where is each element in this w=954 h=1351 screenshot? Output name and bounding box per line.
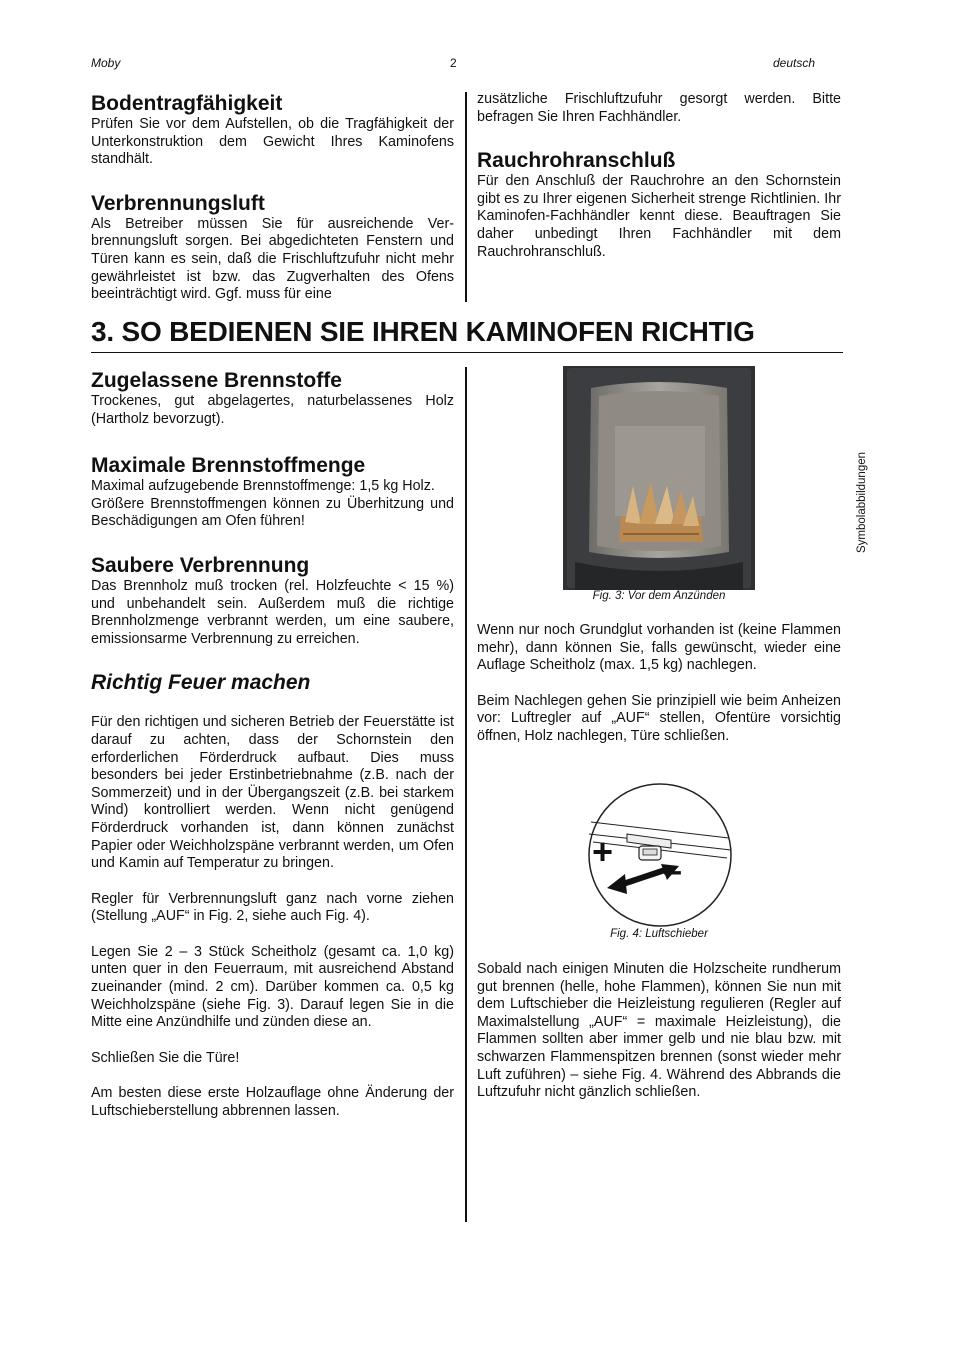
section-text: Maximal aufzugebende Brennstoffmenge: 1,5 kg Holz.	[91, 478, 435, 495]
section-title: Richtig Feuer machen	[91, 671, 311, 695]
section-title: Verbrennungsluft	[91, 191, 265, 215]
chapter-rule	[91, 352, 843, 353]
section-text: Als Betreiber müssen Sie für ausreichende Ver-brennungsluft sorgen. Bei abgedichteten Fenstern und Türen kann es sein, daß die Frischluftzufuhr nicht mehr gewährleistet ist bzw. das Zugverhalten des Ofens beeinträchtigt wird. Ggf. muss für eine	[91, 215, 454, 303]
section-text: zusätzliche Frischluftzufuhr gesorgt werden. Bitte befragen Sie Ihren Fachhändler.	[477, 91, 841, 125]
section-title: Zugelassene Brennstoffe	[91, 369, 342, 392]
paragraph: Wenn nur noch Grundglut vorhanden ist (keine Flammen mehr), dann können Sie, falls gewünscht, wieder eine Auflage Scheitholz (max. 1,5 kg) nachlegen.	[477, 622, 841, 674]
chapter-title: 3. SO BEDIENEN SIE IHREN KAMINOFEN RICHTIG	[91, 316, 755, 347]
column-divider	[465, 92, 467, 302]
paragraph: Sobald nach einigen Minuten die Holzscheite rundherum gut brennen (helle, hohe Flammen), können Sie nun mit dem Luftschieber die Heizleistung regulieren (Regler auf Maximalstellung „AUF“ = maximale Heizleistung), die Flammen sollten aber immer gelb und nie blau bzw. mit schwarzen Flammenspitzen brennen (sonst wieder mehr Luft zuführen) – siehe Fig. 4. Während des Abbrands die Luftzufuhr nicht gänzlich schließen.	[477, 961, 841, 1101]
section-title: Bodentragfähigkeit	[91, 92, 283, 115]
main-right-column	[477, 622, 841, 746]
plus-sign: +	[592, 831, 614, 872]
section-text: Größere Brennstoffmengen können zu Überhitzung und Beschädigungen am Ofen führen!	[91, 495, 454, 530]
paragraph: Beim Nachlegen gehen Sie prinzipiell wie beim Anheizen vor: Luftregler auf „AUF“ stellen, Ofentüre vorsichtig öffnen, Holz nachlegen, Türe schließen.	[477, 692, 841, 744]
column-divider	[465, 367, 467, 1222]
paragraph: Für den richtigen und sicheren Betrieb der Feuerstätte ist darauf zu achten, dass der Schornstein den erforderlichen Förderdruck aufbaut. Dies muss besonders bei jeder Erstinbetriebnahme (z.B. nach der Sommerzeit) und in der Übergangszeit (z.B. bei starkem Wind) kontrolliert werden. Wenn nicht genügend Förderdruck vorhanden ist, dann können zunächst Papier oder Weichholzspäne verbrannt werden, um Ofen und Kamin auf Temperatur zu bringen.	[91, 714, 454, 872]
section-title: Rauchrohranschluß	[477, 149, 676, 173]
side-note: Symbolabbildungen	[856, 451, 868, 553]
paragraph: Regler für Verbrennungsluft ganz nach vorne ziehen (Stellung „AUF“ in Fig. 2, siehe auch Fig. 4).	[91, 890, 454, 925]
figure-caption: Fig. 4: Luftschieber	[610, 928, 708, 940]
paragraph: Schließen Sie die Türe!	[91, 1049, 240, 1066]
figure-caption: Fig. 3: Vor dem Anzünden	[592, 590, 726, 602]
main-left-column	[91, 369, 454, 1121]
section-text: Für den Anschluß der Rauchrohre an den Schornstein gibt es zu Ihrer eigenen Sicherheit strenge Richtlinien. Ihr Kaminofen-Fachhändler kennt diese. Beauftragen Sie daher unbedingt Ihren Fachhändler mit dem Rauchrohranschluß.	[477, 173, 841, 260]
stove-photo	[563, 366, 755, 590]
page-number: 2	[450, 56, 457, 70]
section-title: Maximale Brennstoffmenge	[91, 454, 366, 478]
minus-sign: –	[663, 852, 682, 890]
section-title: Saubere Verbrennung	[91, 553, 310, 577]
paragraph: Legen Sie 2 – 3 Stück Scheitholz (gesamt ca. 1,0 kg) unten quer in den Feuerraum, mit ausreichend Abstand zueinander (mind. 2 cm). Darüber kommen ca. 0,5 kg Weichholzspäne (siehe Fig. 3). Darauf legen Sie in die Mitte eine Anzündhilfe und zünden diese an.	[91, 943, 454, 1031]
paragraph: Am besten diese erste Holzauflage ohne Änderung der Luftschieberstellung abbrennen lassen.	[91, 1085, 454, 1120]
section-text: Prüfen Sie vor dem Aufstellen, ob die Tragfähigkeit der Unterkonstruktion dem Gewicht Ihres Kaminofens standhält.	[91, 116, 454, 168]
section-text: Trockenes, gut abgelagertes, naturbelassenes Holz (Hartholz bevorzugt).	[91, 393, 454, 427]
section-text: Das Brennholz muß trocken (rel. Holzfeuchte < 15 %) und unbehandelt sein. Außerdem muß die richtige Brennholzmenge verbrannt werden, um eine saubere, emissionsarme Verbrennung zu erreichen.	[91, 577, 454, 647]
header-left: Moby	[91, 56, 121, 70]
top-right-column	[477, 91, 841, 261]
main-right-column-bottom	[477, 961, 841, 1102]
top-left-column	[91, 92, 454, 304]
header-right: deutsch	[773, 56, 816, 70]
